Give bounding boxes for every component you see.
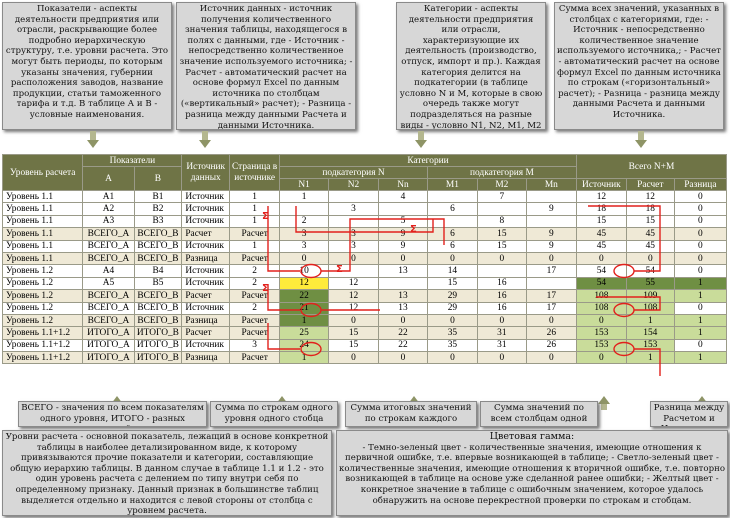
value-cell: 1 [280,191,329,203]
value-cell: 29 [427,290,477,302]
value-cell: 14 [427,265,477,277]
value-cell: 3 [329,240,379,252]
value-cell: 13 [379,302,428,314]
header-col: Разница [674,179,726,191]
value-cell: 26 [526,327,576,339]
source-cell: Разница [182,252,230,264]
page-cell: 1 [230,203,280,215]
source-cell: Источник [182,240,230,252]
value-cell: 1 [626,352,674,364]
value-cell: 13 [379,290,428,302]
value-cell: 17 [526,290,576,302]
indicator-a-cell: А2 [83,203,134,215]
source-cell: Источник [182,339,230,351]
level-cell: Уровень 1.2 [3,302,83,314]
value-cell: 31 [477,339,526,351]
header-page: Страница в источнике [230,155,280,191]
indicator-a-cell: ВСЕГО_А [83,290,134,302]
level-cell: Уровень 1.1+1.2 [3,352,83,364]
value-cell: 45 [626,240,674,252]
indicator-a-cell: А5 [83,277,134,289]
value-cell: 0 [427,252,477,264]
arrow-up-icon [598,396,610,404]
value-cell: 1 [674,327,726,339]
value-cell: 45 [626,228,674,240]
header-source: Источник данных [182,155,230,191]
value-cell: 54 [576,277,626,289]
circle-mark [301,343,321,356]
level-cell: Уровень 1.1+1.2 [3,339,83,351]
indicator-a-cell: ИТОГО_А [83,352,134,364]
value-cell: 0 [526,252,576,264]
sigma-mark: Σ [262,283,269,294]
source-cell: Разница [182,352,230,364]
value-cell: 21 [280,302,329,314]
level-cell: Уровень 1.1 [3,240,83,252]
page-cell: Расчет [230,228,280,240]
note-data-source: Источник данных - источник получения количественного значения таблицы, находящегося в полях с данными, где - Источник - непосредственно количественное значение используемого источника; - Расчет - автоматический расчет на основе формул Excel по данным источника по столбцам («вертикальный» расчет); - Разница - разница между данными Расчета и данными Источника. [176,2,356,130]
bracket-line [268,284,300,310]
value-cell: 15 [477,228,526,240]
value-cell: 1 [626,314,674,326]
value-cell: 1 [674,314,726,326]
value-cell: 45 [576,240,626,252]
value-cell: 6 [427,228,477,240]
value-cell: 12 [329,277,379,289]
indicator-a-cell: ВСЕГО_А [83,228,134,240]
indicator-a-cell: ВСЕГО_А [83,240,134,252]
circle-mark [614,343,634,356]
value-cell: 15 [626,215,674,227]
value-cell: 0 [674,302,726,314]
value-cell: 22 [379,327,428,339]
source-cell: Источник [182,215,230,227]
page-cell: Расчет [230,352,280,364]
value-cell: 0 [329,314,379,326]
note-total-vs-itogo: ВСЕГО - значения по всем показателям одного уровня, ИТОГО - разных [18,401,207,427]
value-cell: 153 [626,339,674,351]
value-cell: 16 [477,302,526,314]
indicator-a-cell: ВСЕГО_А [83,252,134,264]
source-cell: Источник [182,277,230,289]
indicator-b-cell: В2 [134,203,182,215]
note-level-sum: Сумма итоговых значений по строкам каждого [345,401,477,427]
value-cell: 6 [427,203,477,215]
note-categories: Категории - аспекты деятельности предприятия или отрасли, характеризующие их деятельность (производство, отпуск, импорт и пр.). Каждая категория делится на подкатегории (в таблице условно N и M, которые в свою очередь также могут подразделяться на разные виды - условно N1, N2, M1, M2 [396,2,546,130]
source-cell: Источник [182,203,230,215]
header-col: Mn [526,179,576,191]
header-col: M1 [427,179,477,191]
value-cell: 15 [329,339,379,351]
value-cell: 0 [576,252,626,264]
value-cell: 55 [626,277,674,289]
value-cell: 0 [626,252,674,264]
indicator-a-cell: А3 [83,215,134,227]
indicator-b-cell: ВСЕГО_В [134,252,182,264]
header-b: В [134,167,182,191]
value-cell: 25 [280,327,329,339]
value-cell: 0 [379,314,428,326]
value-cell: 108 [576,290,626,302]
value-cell: 18 [626,203,674,215]
circle-mark [301,304,321,317]
indicator-b-cell: В5 [134,277,182,289]
value-cell: 0 [477,314,526,326]
level-cell: Уровень 1.2 [3,277,83,289]
value-cell: 1 [674,290,726,302]
header-col: Расчет [626,179,674,191]
value-cell: 5 [379,215,428,227]
value-cell: 153 [576,339,626,351]
sigma-mark: Σ [410,224,417,235]
value-cell: 0 [674,265,726,277]
indicator-b-cell: ВСЕГО_В [134,228,182,240]
page-cell: 1 [230,191,280,203]
level-cell: Уровень 1.1 [3,191,83,203]
value-cell: 108 [626,302,674,314]
indicator-b-cell: ИТОГО_В [134,352,182,364]
indicator-b-cell: ВСЕГО_В [134,302,182,314]
page-cell: 2 [230,265,280,277]
page-cell: Расчет [230,314,280,326]
indicator-b-cell: ВСЕГО_В [134,240,182,252]
source-cell: Источник [182,302,230,314]
level-cell: Уровень 1.2 [3,265,83,277]
note-calculation-levels: Уровни расчета - основной показатель, лежащий в основе конкретной таблицы в наиболее детализированном виде, к которому привязываются прочие показатели и категории, составляющие общую иерархию таблицы. В данном случае в таблице 1.1 и 1.2 - это один уровень расчета с делением по типу внутри себя по определенному признаку. Данный признак в большинстве таблиц выделяется отдельно и находится с левой стороны от столбца с уровнем расчета. [2,430,332,516]
indicator-b-cell: В1 [134,191,182,203]
header-col: N2 [329,179,379,191]
level-cell: Уровень 1.1 [3,228,83,240]
bracket-line [634,349,660,376]
header-indicators: Показатели [83,155,182,167]
note-total-sum: Сумма всех значений, указанных в столбцах с категориями, где: - Источник - непосредственно количественное значение используемого источника,; - Расчет - автоматический расчет на основе формул Excel по данным источника по строкам («горизонтальный» расчет); - Разница - разница между данными Расчета и данными Источника. [554,2,724,130]
note-indicators: Показатели - аспекты деятельности предприятия или отрасли, раскрывающие более подробно иерархическую структуру, т.е. уровни расчета. Это могут быть периоды, по которым указаны значения, губернии расположения заводов, название продукции, статьи таможенного тарифа и т.д. В таблице А и В - условные наименования. [2,2,172,130]
value-cell: 109 [626,290,674,302]
value-cell: 17 [526,265,576,277]
value-cell: 17 [526,302,576,314]
header-a: А [83,167,134,191]
indicator-b-cell: ИТОГО_В [134,339,182,351]
value-cell: 0 [329,252,379,264]
circle-mark [301,265,321,278]
value-cell: 16 [477,290,526,302]
value-cell: 16 [477,277,526,289]
value-cell: 12 [280,277,329,289]
value-cell: 45 [576,228,626,240]
value-cell: 12 [626,191,674,203]
header-col: Источник [576,179,626,191]
value-cell: 1 [280,352,329,364]
value-cell: 108 [576,302,626,314]
circle-mark [614,304,634,317]
source-cell: Расчет [182,228,230,240]
value-cell: 12 [329,302,379,314]
level-cell: Уровень 1.2 [3,290,83,302]
value-cell: 9 [526,228,576,240]
indicator-a-cell: ВСЕГО_А [83,314,134,326]
value-cell: 9 [526,240,576,252]
value-cell: 2 [280,215,329,227]
value-cell: 54 [626,265,674,277]
indicator-b-cell: В4 [134,265,182,277]
value-cell: 0 [379,252,428,264]
value-cell: 9 [379,228,428,240]
color-legend-title: Цветовая гамма: [489,431,575,442]
value-cell: 22 [379,339,428,351]
color-legend-text: - Темно-зеленый цвет - количественные значения, имеющие отношения к первичной ошибке, т.е. впервые возникающей в таблице; - Светло-зеленый цвет - количественные значения, имеющие отношения к вторичной ошибке, т.е. повторно возникающей в таблице на основе уже сделанной ранее ошибки; - Желтый цвет - конкретное значение в таблице с ошибочным значением, которое удалось обнаружить на основе перекрестной проверки по строкам и стобцам. [339,442,726,506]
value-cell: 35 [427,339,477,351]
value-cell: 0 [674,203,726,215]
note-color-legend [336,430,728,516]
value-cell: 3 [280,228,329,240]
sigma-mark: Σ [262,211,269,222]
value-cell: 15 [477,240,526,252]
value-cell: 0 [329,352,379,364]
arrow-stem [601,404,607,410]
value-cell: 15 [427,277,477,289]
value-cell: 54 [576,265,626,277]
indicator-a-cell: ВСЕГО_А [83,302,134,314]
value-cell: 12 [576,191,626,203]
level-cell: Уровень 1.1+1.2 [3,327,83,339]
page-cell: Расчет [230,327,280,339]
value-cell: 13 [379,265,428,277]
value-cell: 1 [674,352,726,364]
indicator-a-cell: ИТОГО_А [83,327,134,339]
value-cell: 0 [280,252,329,264]
value-cell: 153 [576,327,626,339]
bracket-line [588,206,660,271]
value-cell: 6 [427,240,477,252]
page-cell: 2 [230,302,280,314]
page-cell: Расчет [230,252,280,264]
page-cell: Расчет [230,290,280,302]
value-cell: 0 [526,314,576,326]
header-sub-n: подкатегория N [280,167,428,179]
value-cell: 1 [280,314,329,326]
value-cell: 0 [379,352,428,364]
indicator-b-cell: ВСЕГО_В [134,314,182,326]
source-cell: Источник [182,265,230,277]
sigma-mark: Σ [336,264,343,275]
value-cell: 0 [427,314,477,326]
value-cell: 8 [477,215,526,227]
value-cell: 0 [427,352,477,364]
level-cell: Уровень 1.1 [3,203,83,215]
header-sub-m: подкатегория M [427,167,576,179]
header-col: M2 [477,179,526,191]
value-cell: 0 [674,228,726,240]
indicator-a-cell: ИТОГО_А [83,339,134,351]
value-cell: 29 [427,302,477,314]
level-cell: Уровень 1.1 [3,215,83,227]
value-cell: 0 [674,339,726,351]
header-level: Уровень расчета [3,155,83,191]
indicator-b-cell: ИТОГО_В [134,327,182,339]
header-col: Nn [379,179,428,191]
value-cell: 0 [576,352,626,364]
page-cell: 3 [230,339,280,351]
value-cell: 0 [576,314,626,326]
value-cell: 0 [674,252,726,264]
value-cell: 0 [477,352,526,364]
source-cell: Расчет [182,327,230,339]
value-cell: 3 [329,228,379,240]
circle-mark [614,265,634,278]
value-cell: 0 [674,215,726,227]
indicator-a-cell: А1 [83,191,134,203]
page-cell: 1 [230,215,280,227]
value-cell: 12 [329,290,379,302]
value-cell: 3 [280,240,329,252]
value-cell: 1 [674,277,726,289]
value-cell: 0 [477,252,526,264]
page-cell: 1 [230,240,280,252]
value-cell: 35 [427,327,477,339]
indicator-b-cell: ВСЕГО_В [134,290,182,302]
value-cell: 0 [674,240,726,252]
source-cell: Источник [182,191,230,203]
header-total: Всего N+M [576,155,726,179]
level-cell: Уровень 1.2 [3,314,83,326]
header-col: N1 [280,179,329,191]
note-row-sum: Сумма по строкам одного уровня одного стобца [210,401,338,427]
value-cell: 9 [379,240,428,252]
value-cell: 24 [280,339,329,351]
value-cell: 0 [526,352,576,364]
value-cell: 0 [674,191,726,203]
indicator-a-cell: А4 [83,265,134,277]
value-cell: 31 [477,327,526,339]
value-cell: 10 [280,265,329,277]
value-cell: 154 [626,327,674,339]
source-cell: Расчет [182,290,230,302]
value-cell: 26 [526,339,576,351]
level-cell: Уровень 1.1 [3,252,83,264]
value-cell: 3 [329,203,379,215]
value-cell: 4 [379,191,428,203]
page-cell: 2 [230,277,280,289]
bracket-line [268,206,300,271]
value-cell: 9 [526,203,576,215]
header-categories: Категории [280,155,577,167]
value-cell: 15 [576,215,626,227]
value-cell: 22 [280,290,329,302]
value-cell: 7 [477,191,526,203]
source-cell: Разница [182,314,230,326]
note-difference: Разница между Расчетом и [650,401,728,427]
value-cell: 18 [576,203,626,215]
bracket-line [268,323,300,349]
value-cell: 15 [329,327,379,339]
note-column-sum: Сумма значений по всем столбцам одной [480,401,598,427]
indicator-b-cell: В3 [134,215,182,227]
